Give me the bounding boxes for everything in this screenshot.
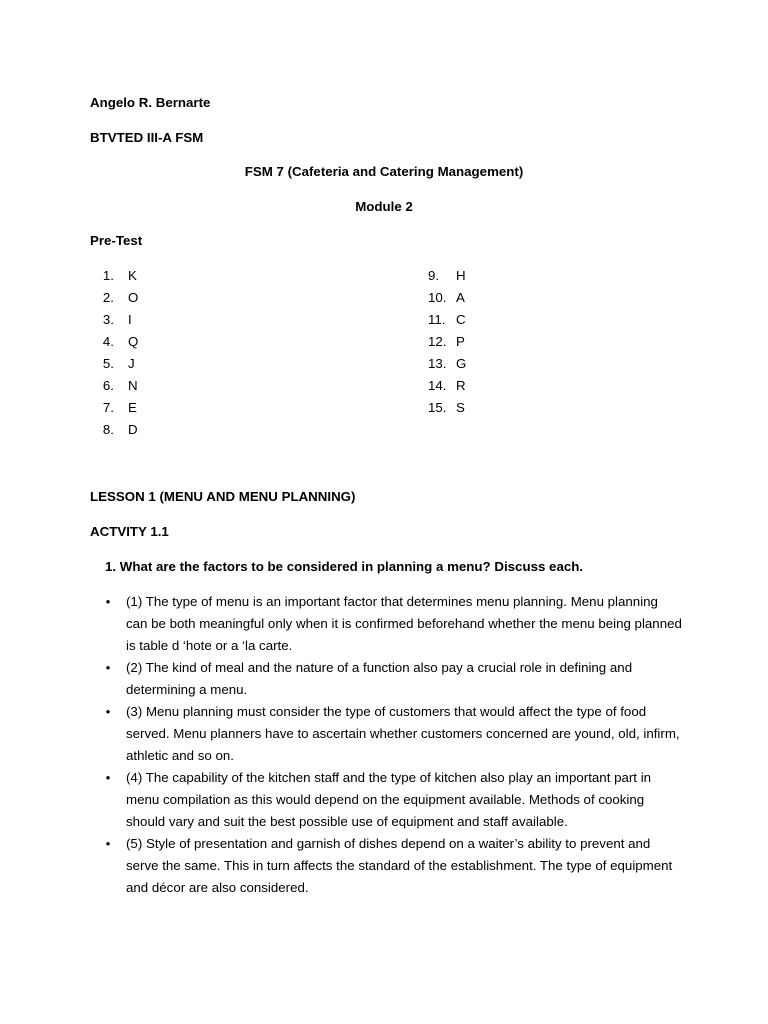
module-title: Module 2 [355, 199, 413, 214]
pretest-right-column [428, 265, 466, 419]
list-item: • (4) The capability of the kitchen staff and the type of kitchen also play an important part in menu compilation as this would depend on the equipment available. Methods of cooking should vary and suit the best possible use of equipment and staff available. [103, 767, 683, 833]
bullet-icon: • [105, 594, 111, 609]
bullet-icon: • [105, 660, 111, 675]
section-label: BTVTED III-A FSM [90, 130, 204, 145]
list-item: • (5) Style of presentation and garnish of dishes depend on a waiter’s ability to prevent and serve the same. This in turn affects the standard of the establishment. The type of equipment and décor are also considered. [103, 833, 683, 899]
activity-title: ACTVITY 1.1 [90, 524, 169, 539]
list-item: • (1) The type of menu is an important factor that determines menu planning. Menu planning can be both meaningful only when it is confirmed beforehand whether the menu being planned is table d ‘hote or a ‘la carte. [103, 591, 683, 657]
pretest-item: 3. I [102, 312, 132, 327]
bullet-icon: • [105, 704, 111, 719]
pretest-item: 13. G [428, 356, 467, 371]
pretest-item: 8. D [102, 422, 138, 437]
pretest-left-column [90, 265, 138, 441]
pretest-item: 4. Q [102, 334, 139, 349]
course-title: FSM 7 (Cafeteria and Catering Management) [244, 164, 524, 179]
pretest-item: 1. K [102, 268, 137, 283]
pretest-item: 9. H [428, 268, 466, 283]
pretest-item: 11. C [428, 312, 466, 327]
bullet-icon: • [105, 836, 111, 851]
student-name: Angelo R. Bernarte [90, 95, 211, 110]
bullet-icon: • [105, 770, 111, 785]
question-text: 1. What are the factors to be considered in planning a menu? Discuss each. [105, 559, 584, 574]
pretest-item: 5. J [102, 356, 135, 371]
list-item: • (2) The kind of meal and the nature of a function also pay a crucial role in defining and determining a menu. [103, 657, 683, 701]
pretest-item: 2. O [102, 290, 139, 305]
pretest-title: Pre-Test [90, 233, 143, 248]
pretest-item: 12. P [428, 334, 465, 349]
pretest-item: 7. E [102, 400, 137, 415]
pretest-item: 10. A [428, 290, 465, 305]
list-item: • (3) Menu planning must consider the type of customers that would affect the type of food served. Menu planners have to ascertain whether customers concerned are yound, old, infirm, athletic and so on. [103, 701, 683, 767]
pretest-item: 15. S [428, 400, 465, 415]
pretest-item: 6. N [102, 378, 138, 393]
pretest-item: 14. R [428, 378, 466, 393]
answer-list [103, 591, 683, 899]
lesson-title: LESSON 1 (MENU AND MENU PLANNING) [90, 489, 356, 504]
